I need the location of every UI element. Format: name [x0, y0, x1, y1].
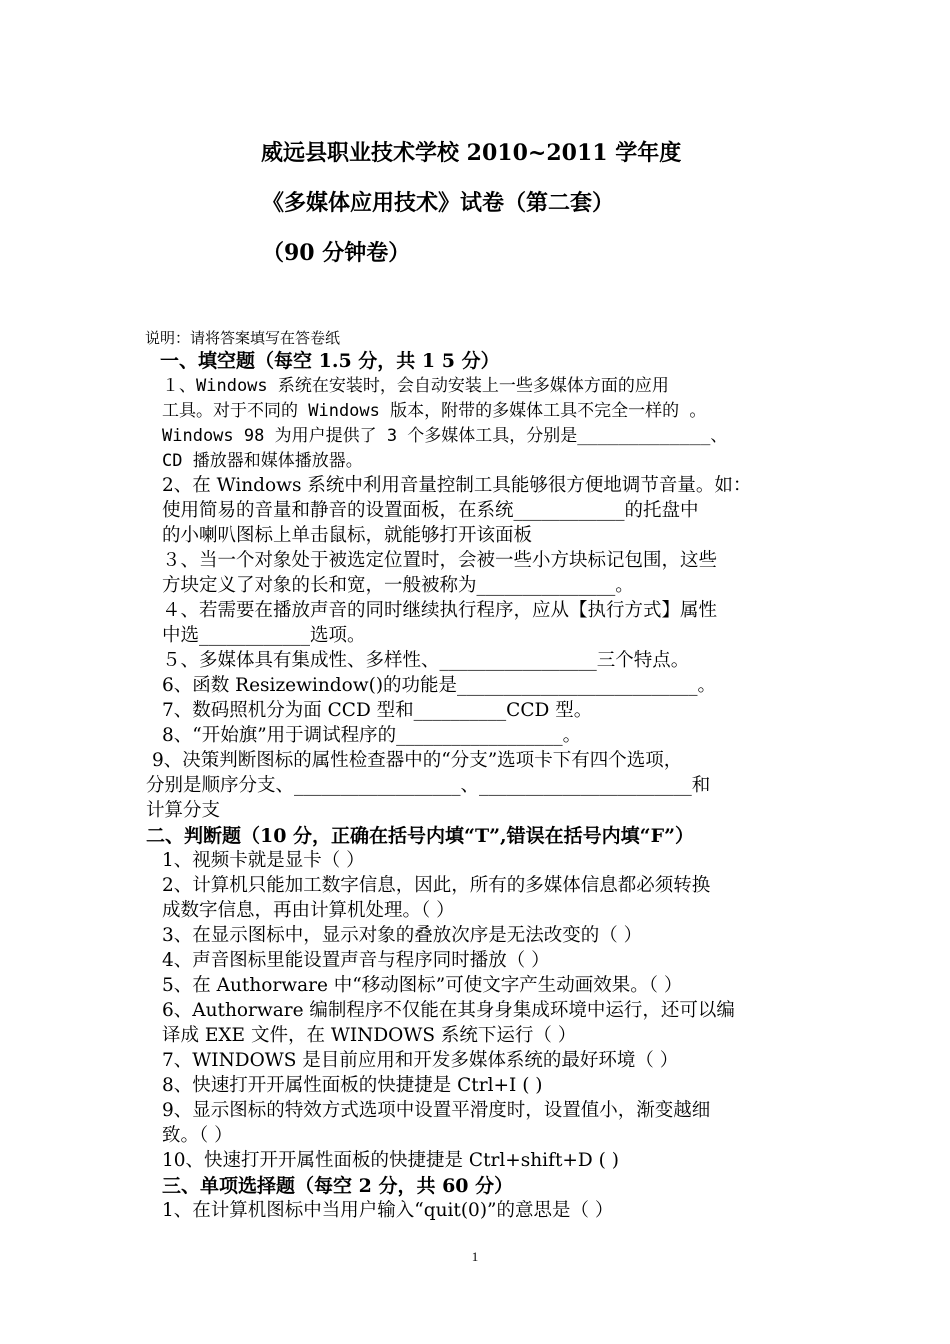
question-line: 7、WINDOWS 是目前应用和开发多媒体系统的最好环境（ ）: [162, 1050, 679, 1071]
section1-heading: 一、填空题（每空 1.5 分，共 1 5 分）: [160, 350, 500, 372]
question-line: 6、函数 Resizewindow()的功能是__________________________。: [162, 675, 717, 696]
question-line: 9、显示图标的特效方式选项中设置平滑度时，设置值小，渐变越细: [162, 1100, 711, 1121]
question-line: 工具。对于不同的 Windows 版本，附带的多媒体工具不完全一样的 。: [162, 401, 707, 421]
question-line: 分别是顺序分支、__________________、_______________________和: [146, 775, 711, 796]
question-line: 3、在显示图标中，显示对象的叠放次序是无法改变的（ ）: [162, 925, 643, 946]
question-line: ３、当一个对象处于被选定位置时，会被一些小方块标记包围，这些: [162, 550, 718, 571]
title-line-2: 《多媒体应用技术》试卷（第二套）: [262, 190, 615, 216]
question-line: 的小喇叭图标上单击鼠标，就能够打开该面板: [162, 525, 533, 546]
question-line: 4、声音图标里能设置声音与程序同时播放（ ）: [162, 950, 550, 971]
question-line: １、Windows 系统在安装时，会自动安装上一些多媒体方面的应用: [162, 376, 669, 396]
instruction-note: 说明：请将答案填写在答卷纸: [145, 329, 341, 347]
question-line: 9、决策判断图标的属性检查器中的“分支”选项卡下有四个选项，: [152, 750, 683, 771]
question-line: 8、快速打开开属性面板的快捷捷是 Ctrl+I ( ): [162, 1075, 543, 1096]
question-line: 使用简易的音量和静音的设置面板，在系统____________的托盘中: [162, 500, 699, 521]
page-number: 1: [471, 1249, 479, 1264]
question-line: 致。（ ）: [162, 1125, 233, 1146]
question-line: 10、快速打开开属性面板的快捷捷是 Ctrl+shift+D ( ): [162, 1150, 619, 1171]
question-line: 8、“开始旗”用于调试程序的__________________。: [162, 725, 582, 746]
question-line: 2、在 Windows 系统中利用音量控制工具能够很方便地调节音量。如：: [162, 475, 752, 496]
question-line: 1、在计算机图标中当用户输入“quit(0)”的意思是（ ）: [162, 1200, 614, 1221]
title-line-1: 威远县职业技术学校 2010~2011 学年度: [261, 140, 682, 166]
question-line: 7、数码照机分为面 CCD 型和__________CCD 型。: [162, 700, 593, 721]
question-line: CD 播放器和媒体播放器。: [162, 451, 363, 471]
question-line: ４、若需要在播放声音的同时继续执行程序，应从【执行方式】属性: [162, 600, 718, 621]
question-line: 译成 EXE 文件，在 WINDOWS 系统下运行（ ）: [162, 1025, 577, 1046]
question-line: 中选____________选项。: [162, 625, 366, 646]
section3-heading: 三、单项选择题（每空 2 分，共 60 分）: [162, 1175, 514, 1197]
title-line-3: （90 分钟卷）: [262, 240, 411, 266]
question-line: 6、Authorware 编制程序不仅能在其身身集成环境中运行，还可以编: [162, 1000, 735, 1021]
question-line: 1、视频卡就是显卡（ ）: [162, 850, 365, 871]
section2-heading: 二、判断题（10 分，正确在括号内填“T”,错误在括号内填“F”）: [146, 825, 695, 847]
question-line: 5、在 Authorware 中“移动图标”可使文字产生动画效果。（ ）: [162, 975, 683, 996]
question-line: 2、计算机只能加工数字信息，因此，所有的多媒体信息都必须转换: [162, 875, 711, 896]
question-line: 方块定义了对象的长和宽，一般被称为_______________。: [162, 575, 634, 596]
question-line: 成数字信息，再由计算机处理。（ ）: [162, 900, 455, 921]
question-line: Windows 98 为用户提供了 3 个多媒体工具，分别是_____________、: [162, 426, 728, 446]
question-line: 计算分支: [146, 800, 221, 821]
question-line: ５、多媒体具有集成性、多样性、_________________三个特点。: [162, 650, 690, 671]
